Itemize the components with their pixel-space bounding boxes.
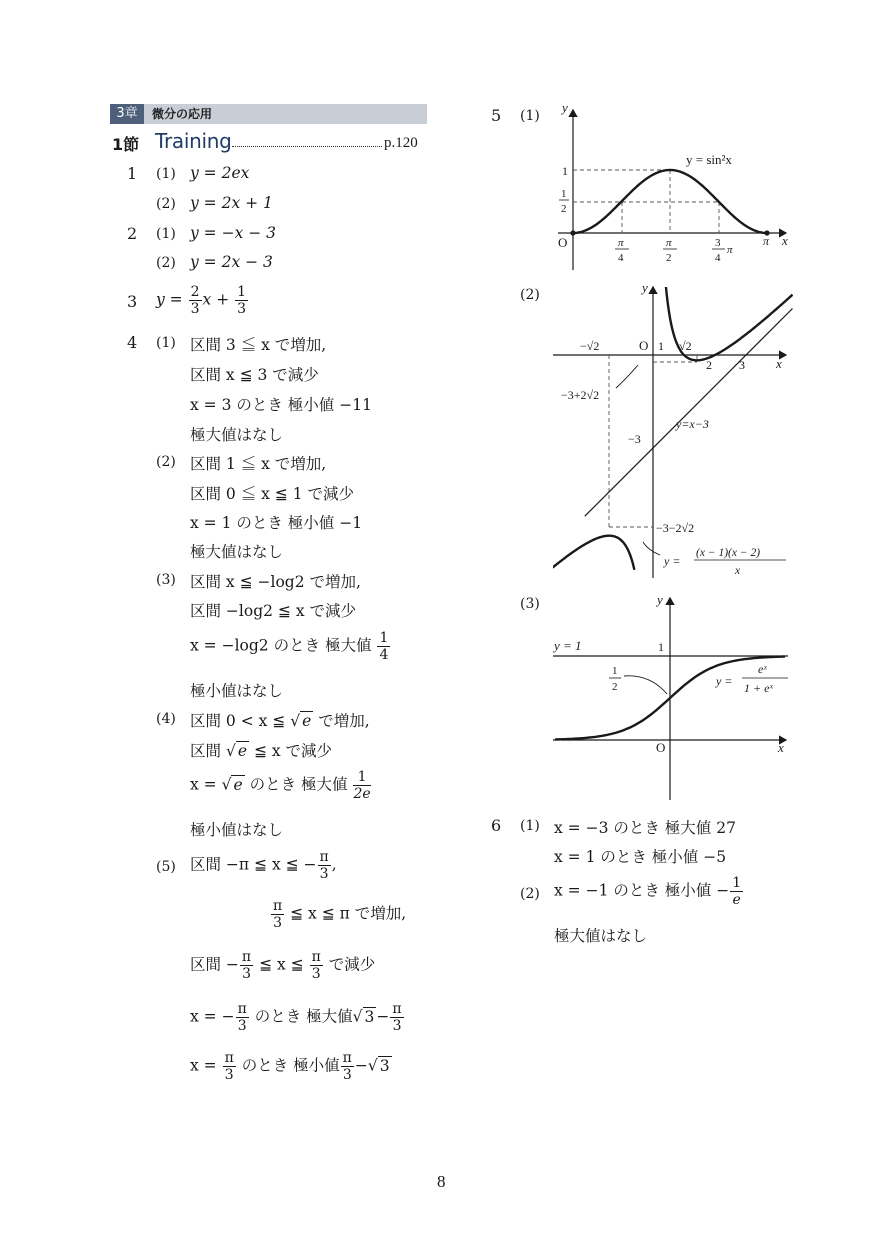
problem-4-3-label: (3)	[156, 572, 176, 588]
problem-2a-label: (1)	[156, 226, 176, 242]
problem-3-number: 3	[127, 292, 138, 311]
problem-1-number: 1	[127, 164, 138, 183]
label-neg3-plus-2sqrt2: −3+2√2	[561, 388, 600, 402]
problem-4-1-label: (1)	[156, 335, 176, 351]
graph-3-label: (3)	[520, 596, 540, 612]
x-axis-label: x	[776, 356, 782, 371]
curve-label-numerator: (x − 1)(x − 2)	[696, 547, 761, 559]
answer-line: 区間 0 < x ≦ √ e で増加,	[190, 712, 370, 730]
fraction: $\frac{\pi}{3}$	[241, 949, 252, 982]
curve-label: y = sin²x	[686, 152, 732, 167]
fraction: $\frac{\pi}{3}$	[311, 949, 321, 982]
answer-line: 区間 −log2 ≦ x で減少	[190, 602, 356, 620]
problem-2a-answer: y = −x − 3	[190, 224, 277, 242]
half-label-den: 2	[612, 681, 618, 693]
answer-line: x = −1 のとき 極小値 − $\frac{1}{e}$	[554, 875, 742, 908]
problem-2-number: 2	[127, 224, 138, 243]
answer-line: 極大値はなし	[190, 426, 284, 444]
x-tick-2: 2	[706, 358, 712, 372]
answer-line: x = −3 のとき 極大値 27	[554, 819, 736, 837]
answer-line: 区間 x ≦ 3 で減少	[190, 366, 319, 384]
problem-3-answer: y = $\frac{2}{3}$ x + $\frac{1}{3}$	[156, 284, 247, 317]
curve-label-numerator: eˣ	[758, 662, 767, 676]
x-tick-sqrt2: √2	[679, 339, 692, 353]
problem-6-2-label: (2)	[520, 886, 540, 902]
fraction: $\frac{\pi}{3}$	[273, 898, 283, 931]
origin-label: O	[558, 235, 568, 250]
answer-line: x = 1 のとき 極小値 −1	[190, 514, 363, 532]
problem-6-1-label: (1)	[520, 818, 540, 834]
problem-1a-label: (1)	[156, 166, 176, 182]
answer-line: 極大値はなし	[554, 927, 648, 945]
label-neg3-minus-2sqrt2: −3−2√2	[656, 521, 695, 535]
answer-line: x = $\frac{\pi}{3}$ のとき 極小値 $\frac{\pi}{3}$ −√ 3	[190, 1050, 390, 1083]
y-tick-half-num: 1	[561, 188, 567, 200]
y-axis-label: y	[562, 100, 568, 115]
problem-5-number: 5	[491, 106, 502, 125]
asymptote-label: y=x−3	[676, 417, 709, 431]
x-tick-3pi4-den: 4	[715, 252, 721, 264]
answer-line: x = −log2 のとき 極大値 $\frac{1}{4}$	[190, 630, 389, 663]
chapter-number: 3章	[110, 104, 144, 124]
fraction: $\frac{\pi}{3}$	[392, 1001, 402, 1034]
origin-label: O	[656, 740, 666, 755]
curve-label-prefix: y =	[664, 554, 681, 568]
curve-label-denominator: 1 + eˣ	[744, 681, 773, 695]
x-axis-label: x	[778, 740, 784, 755]
fraction: $\frac{2}{3}$	[190, 284, 200, 317]
problem-4-number: 4	[127, 333, 138, 352]
problem-1b-label: (2)	[156, 196, 176, 212]
problem-1b-answer: y = 2x + 1	[190, 194, 273, 212]
answer-line: 区間 √ e ≦ x で減少	[190, 742, 333, 760]
answer-line: 区間 1 ≦ x で増加,	[190, 455, 327, 473]
x-tick-pi4-den: 4	[618, 252, 624, 264]
problem-4-4-label: (4)	[156, 711, 176, 727]
origin-label: O	[639, 338, 649, 353]
answer-line: 区間 x ≦ −log2 で増加,	[190, 573, 361, 591]
fraction: $\frac{1}{2e}$	[353, 769, 371, 802]
answer-line: 極大値はなし	[190, 543, 284, 561]
curve-left-branch	[551, 536, 635, 570]
problem-4-5-label: (5)	[156, 859, 176, 875]
answer-line: 区間 0 ≦ x ≦ 1 で減少	[190, 485, 355, 503]
y-tick-1: 1	[658, 640, 664, 654]
y-axis-label: y	[642, 282, 648, 295]
y-intercept-label: −3	[628, 432, 641, 446]
asymptote-label: y = 1	[554, 638, 582, 653]
x-axis-label: x	[782, 233, 788, 248]
fraction: $\frac{\pi}{3}$	[319, 849, 329, 882]
x-tick-3pi4-num: 3	[715, 237, 721, 249]
x-tick-1: 1	[658, 339, 664, 353]
answer-line: x = − $\frac{\pi}{3}$ のとき 極大値√ 3 − $\frac{\pi}{3}$	[190, 1001, 402, 1034]
fraction: $\frac{\pi}{3}$	[237, 1001, 247, 1034]
answer-line: x = √ e のとき 極大値 $\frac{1}{2e}$	[190, 769, 371, 802]
section-title: Training	[155, 129, 232, 153]
problem-4-2-label: (2)	[156, 454, 176, 470]
chapter-header	[110, 104, 427, 124]
answer-line: x = 3 のとき 極小値 −11	[190, 396, 372, 414]
point-origin	[570, 230, 575, 235]
problem-2b-label: (2)	[156, 255, 176, 271]
problem-2b-answer: y = 2x − 3	[190, 253, 273, 271]
graph-logistic	[548, 590, 798, 805]
answer-line: $\frac{\pi}{3}$ ≦ x ≦ π で増加,	[273, 898, 407, 931]
leader-dots	[232, 134, 382, 147]
y-axis-label: y	[657, 592, 663, 607]
half-label-num: 1	[612, 665, 618, 677]
graph-sin-squared	[548, 100, 798, 280]
answer-line: x = 1 のとき 極小値 −5	[554, 848, 727, 866]
page-number: 8	[437, 1172, 446, 1191]
graph-1-label: (1)	[520, 108, 540, 124]
x-tick-3pi4-pi: π	[727, 244, 733, 256]
x-tick-pi4-num: π	[618, 237, 624, 249]
chapter-title: 微分の応用	[152, 107, 213, 121]
curve-label-prefix: y =	[716, 674, 733, 688]
problem-1a-answer: y = 2ex	[190, 164, 250, 182]
answer-line: 区間 − $\frac{\pi}{3}$ ≦ x ≦ $\frac{\pi}{3}$ で減少	[190, 949, 376, 982]
x-tick-pi2-num: π	[666, 237, 672, 249]
answer-line: 極小値はなし	[190, 821, 284, 839]
answer-line: 区間 −π ≦ x ≦ − $\frac{\pi}{3}$ ,	[190, 849, 337, 882]
graph-2-label: (2)	[520, 287, 540, 303]
y-tick-1: 1	[562, 164, 568, 178]
y-tick-half-den: 2	[561, 203, 567, 215]
fraction: $\frac{1}{4}$	[379, 630, 389, 663]
answer-line: 極小値はなし	[190, 682, 284, 700]
fraction: $\frac{1}{e}$	[732, 875, 742, 908]
x-tick-pi: π	[763, 234, 770, 248]
curve-label-denominator: x	[735, 565, 741, 577]
graph-rational	[548, 282, 798, 582]
x-tick-pi2-den: 2	[666, 252, 672, 264]
section-number: 1節	[112, 135, 140, 154]
fraction: $\frac{\pi}{3}$	[342, 1050, 352, 1083]
page-reference: p.120	[384, 135, 418, 151]
fraction: $\frac{1}{3}$	[237, 284, 247, 317]
fraction: $\frac{\pi}{3}$	[224, 1050, 234, 1083]
problem-6-number: 6	[491, 816, 502, 835]
x-tick-3: 3	[739, 358, 745, 372]
x-tick-neg-sqrt2: −√2	[580, 339, 600, 353]
answer-line: 区間 3 ≦ x で増加,	[190, 336, 327, 354]
